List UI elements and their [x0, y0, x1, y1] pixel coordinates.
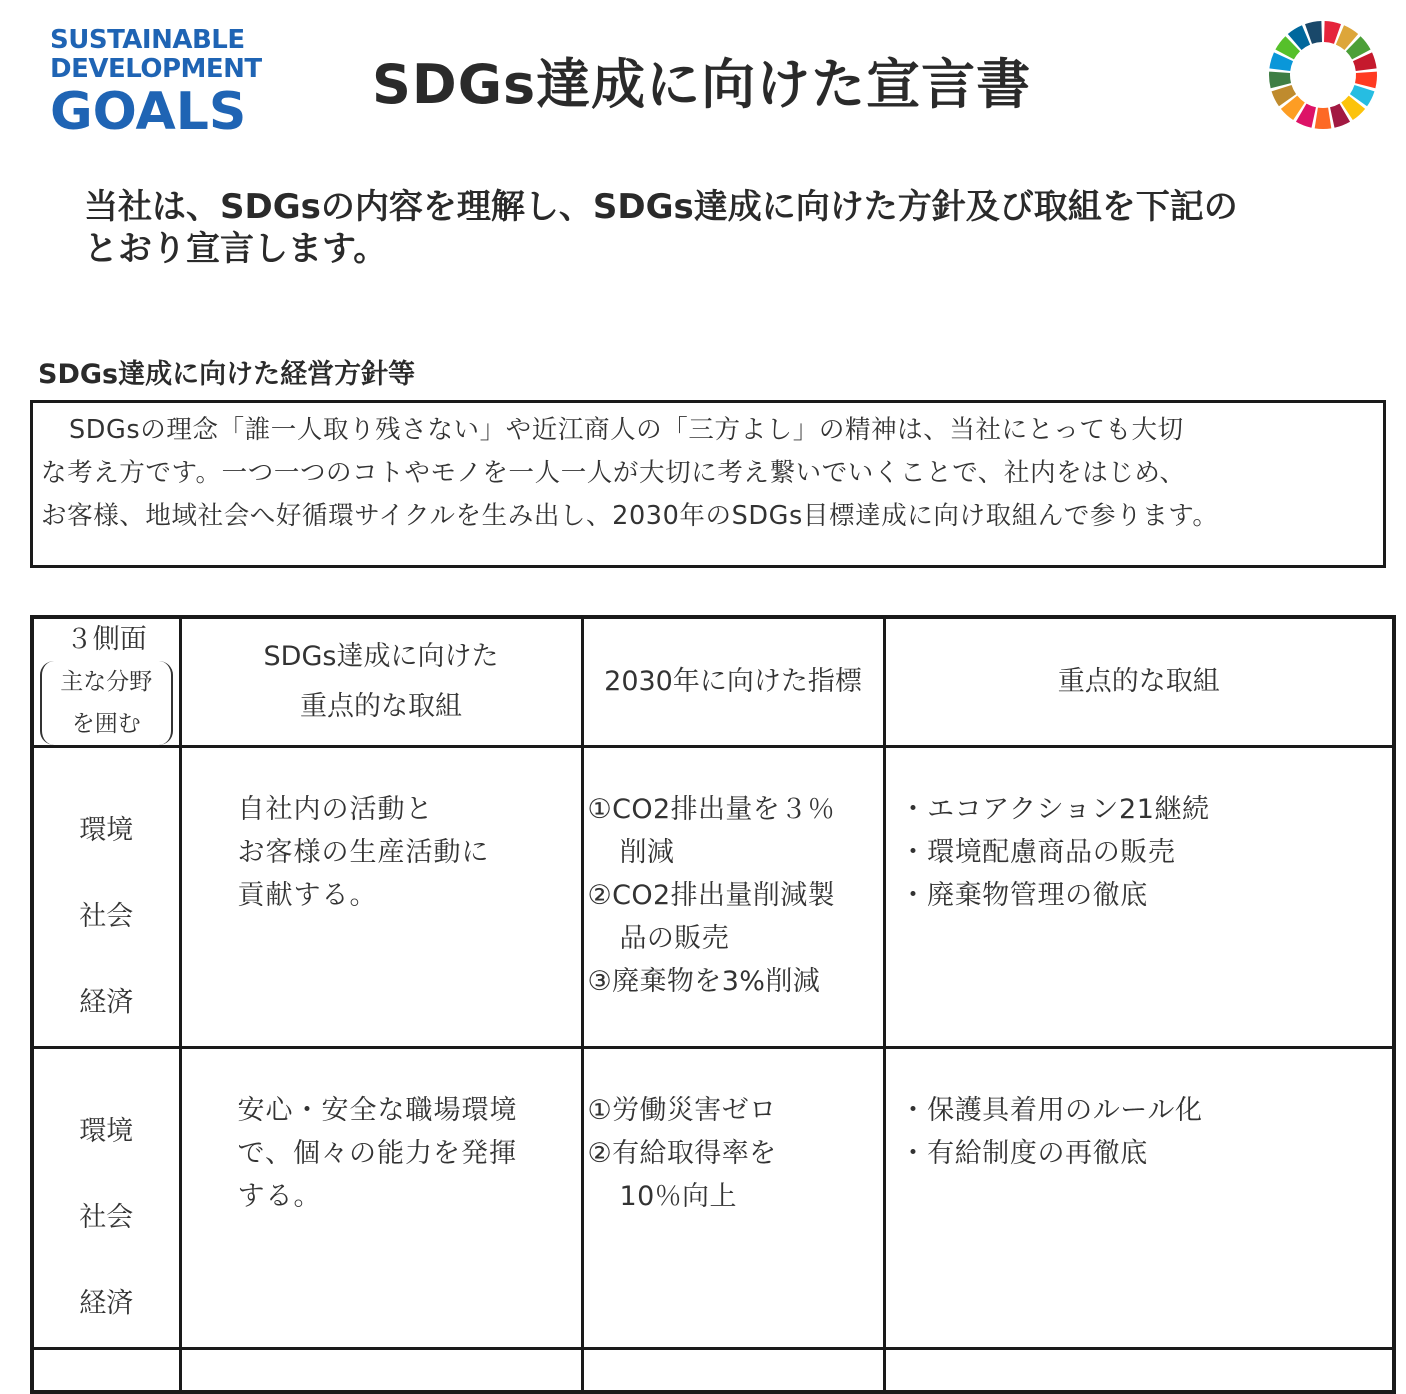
- table-header-row: [32, 617, 1394, 747]
- sdg-initiatives-table: [30, 615, 1396, 1394]
- empty-cell: [32, 1349, 180, 1393]
- header-indicator: 2030年に向けた指標: [582, 617, 884, 747]
- indicator-line: 品の販売: [619, 923, 730, 954]
- aspect-label: 経済: [79, 987, 134, 1018]
- indicator-line: 削減: [619, 837, 675, 868]
- indicator-line: ①CO2排出量を３％: [587, 794, 835, 825]
- sdg-color-wheel-icon: [1266, 18, 1380, 132]
- header-focus-line-1: SDGs達成に向けた: [263, 641, 499, 672]
- logo-line-sustainable: SUSTAINABLE: [50, 25, 245, 55]
- empty-cell: [884, 1349, 1394, 1393]
- logo-line-development: DEVELOPMENT: [50, 54, 262, 84]
- header-aspects-line-3: を囲む: [71, 711, 141, 737]
- indicator-line: 10％向上: [619, 1181, 737, 1212]
- indicator-cell: [582, 747, 884, 1048]
- policy-line-2: な考え方です。一つ一つのコトやモノを一人一人が大切に考え繋いでいくことで、社内をはじめ、: [41, 458, 1186, 488]
- action-item: ・保護具着用のルール化: [899, 1095, 1203, 1126]
- wheel-segment: [1315, 108, 1332, 129]
- table-row: [32, 1048, 1394, 1349]
- action-item: ・環境配慮商品の販売: [899, 837, 1176, 868]
- header-aspects: [32, 617, 180, 747]
- header-aspects-line-1: ３側面: [65, 624, 147, 655]
- indicator-line: ③廃棄物を3%削減: [587, 966, 821, 997]
- header-focus: [180, 617, 582, 747]
- empty-cell: [180, 1349, 582, 1393]
- header-focus-line-2: 重点的な取組: [300, 691, 462, 722]
- header-actions: 重点的な取組: [884, 617, 1394, 747]
- focus-cell: [180, 1048, 582, 1349]
- wheel-segment: [1355, 72, 1377, 89]
- sdg-logo: [50, 26, 265, 140]
- header-aspects-line-2: 主な分野: [60, 669, 153, 695]
- focus-cell: [180, 747, 582, 1048]
- indicator-cell: [582, 1048, 884, 1349]
- indicator-line: ①労働災害ゼロ: [587, 1095, 777, 1126]
- actions-cell: [884, 747, 1394, 1048]
- policy-line-3: お客様、地域社会へ好循環サイクルを生み出し、2030年のSDGs目標達成に向け取組んで参ります。: [41, 501, 1219, 531]
- actions-cell: [884, 1048, 1394, 1349]
- aspects-cell: [32, 1048, 180, 1349]
- aspect-label: 環境: [79, 1116, 134, 1147]
- aspect-label: 社会: [79, 1202, 134, 1233]
- policy-box: [30, 400, 1386, 568]
- intro-statement: [84, 186, 1344, 270]
- intro-line-1: 当社は、SDGsの内容を理解し、SDGs達成に向けた方針及び取組を下記の: [84, 187, 1238, 227]
- focus-line: お客様の生産活動に: [237, 837, 490, 868]
- action-item: ・エコアクション21継続: [899, 794, 1210, 825]
- document-title: SDGs達成に向けた宣言書: [372, 53, 1032, 116]
- policy-line-1: SDGsの理念「誰一人取り残さない」や近江商人の「三方よし」の精神は、当社にとっても大切: [69, 415, 1184, 445]
- action-item: ・廃棄物管理の徹底: [899, 880, 1148, 911]
- focus-line: 自社内の活動と: [237, 794, 434, 825]
- header-aspects-bracket: [40, 661, 173, 745]
- aspect-label: 環境: [79, 815, 134, 846]
- policy-heading: SDGs達成に向けた経営方針等: [38, 359, 416, 390]
- aspects-cell: [32, 747, 180, 1048]
- table-row: [32, 1349, 1394, 1393]
- logo-line-goals: GOALS: [50, 82, 247, 142]
- table-row: [32, 747, 1394, 1048]
- empty-cell: [582, 1349, 884, 1393]
- focus-line: で、個々の能力を発揮: [237, 1138, 517, 1169]
- intro-line-2: とおり宣言します。: [84, 229, 388, 269]
- action-item: ・有給制度の再徹底: [899, 1138, 1148, 1169]
- indicator-line: ②CO2排出量削減製: [587, 880, 835, 911]
- aspect-label: 社会: [79, 901, 134, 932]
- indicator-line: ②有給取得率を: [587, 1138, 777, 1169]
- wheel-segment: [1269, 72, 1291, 89]
- focus-line: する。: [237, 1181, 322, 1212]
- aspect-label: 経済: [79, 1288, 134, 1319]
- focus-line: 貢献する。: [237, 880, 378, 911]
- focus-line: 安心・安全な職場環境: [237, 1095, 518, 1126]
